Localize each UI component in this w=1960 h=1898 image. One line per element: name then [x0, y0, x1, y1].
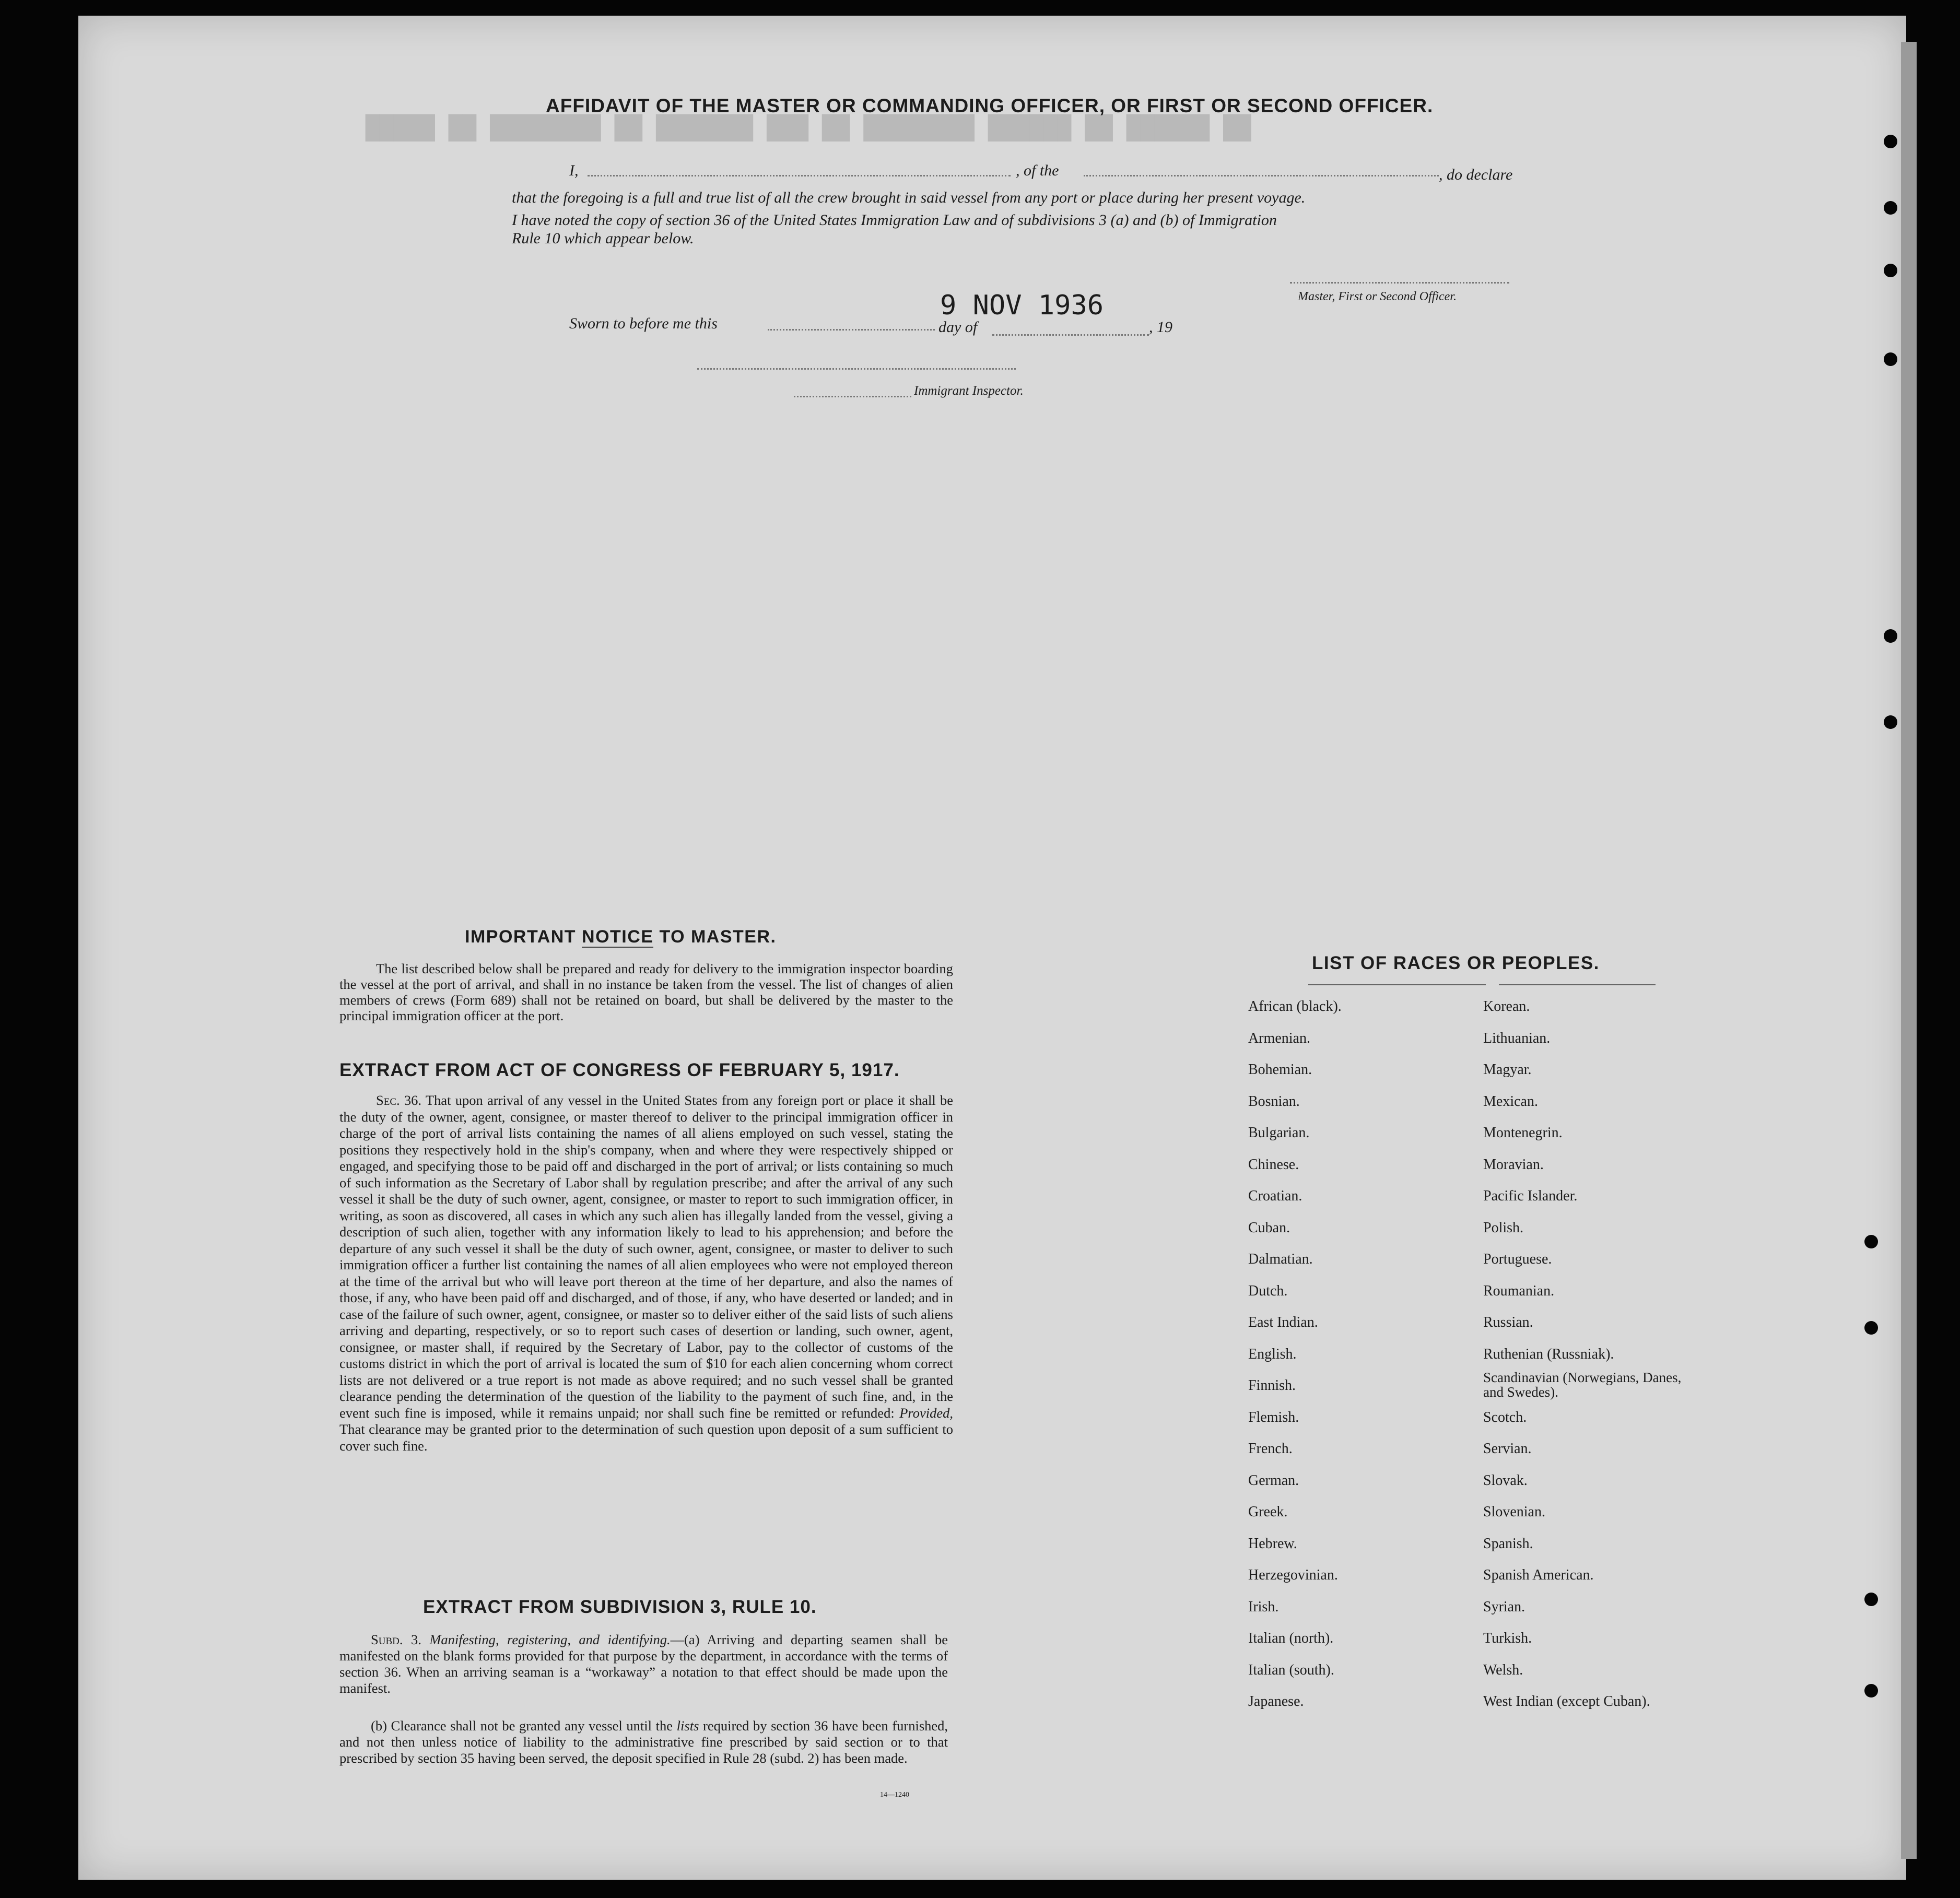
form-number: 14—1240 [880, 1791, 909, 1799]
race-item: Bosnian. [1248, 1093, 1300, 1110]
race-item: West Indian (except Cuban). [1483, 1693, 1650, 1710]
race-item: Cuban. [1248, 1219, 1290, 1236]
race-item: Welsh. [1483, 1661, 1523, 1678]
page-edge [1901, 42, 1917, 1859]
extract-rule-para-b [339, 1718, 948, 1766]
notice-title [465, 927, 776, 947]
provided-label: Provided, [899, 1405, 953, 1421]
extract-rule-title: EXTRACT FROM SUBDIVISION 3, RULE 10. [423, 1597, 817, 1617]
affidavit-title: AFFIDAVIT OF THE MASTER OR COMMANDING OFFICER, OR FIRST OR SECOND OFFICER. [546, 95, 1434, 116]
binder-hole [1884, 352, 1897, 366]
binder-hole [1864, 1235, 1878, 1248]
binder-hole [1864, 1321, 1878, 1335]
affidavit-do-declare-label: , do declare [1439, 166, 1513, 183]
affidavit-line3: I have noted the copy of section 36 of the United States Immigration Law and of subdivisions 3 (a) and (b) of Immigration [512, 211, 1277, 229]
race-item: Ruthenian (Russniak). [1483, 1346, 1614, 1362]
race-item: Russian. [1483, 1314, 1533, 1330]
race-item: Portuguese. [1483, 1251, 1552, 1267]
affidavit-line2: that the foregoing is a full and true list of all the crew brought in said vessel from any port or place during her present voyage. [512, 189, 1306, 206]
affidavit-i-label: I, [569, 162, 579, 179]
binder-hole [1884, 264, 1897, 277]
inspector-label: Immigrant Inspector. [914, 384, 1024, 398]
notice-body: The list described below shall be prepared and ready for delivery to the immigration inspector boarding the vessel at the port of arrival, and shall in no instance be taken from the vessel. The list of changes of alien members of crews (Form 689) shall not be retained on board, but shall be delivered by the master to the principal immigration officer at the port. [339, 961, 953, 1023]
notice-title-mid: NOTICE [582, 927, 654, 947]
race-item: East Indian. [1248, 1314, 1318, 1330]
race-item: African (black). [1248, 998, 1342, 1015]
race-item: Syrian. [1483, 1598, 1525, 1615]
race-item: Lithuanian. [1483, 1030, 1551, 1046]
sworn-label: Sworn to before me this [569, 315, 718, 332]
para-b-pre: (b) Clearance shall not be granted any vessel until the [371, 1718, 673, 1734]
race-item: Magyar. [1483, 1062, 1532, 1078]
race-item: Spanish. [1483, 1535, 1533, 1552]
races-rule-right [1499, 984, 1656, 985]
binder-hole [1884, 201, 1897, 215]
race-item: German. [1248, 1472, 1299, 1489]
notice-title-post: TO MASTER. [659, 927, 777, 947]
race-item: Servian. [1483, 1441, 1532, 1457]
race-item: Finnish. [1248, 1377, 1296, 1394]
extract-rule-para-a [339, 1632, 948, 1696]
race-item: Scotch. [1483, 1409, 1527, 1425]
race-item: Chinese. [1248, 1156, 1299, 1173]
affidavit-name-line [588, 175, 1011, 176]
race-item: Italian (north). [1248, 1630, 1334, 1646]
race-item: Italian (south). [1248, 1661, 1334, 1678]
section-label: Sec. 36. [376, 1092, 422, 1108]
year-label: , 19 [1149, 319, 1172, 336]
race-item: Flemish. [1248, 1409, 1299, 1425]
race-item: Slovenian. [1483, 1504, 1545, 1520]
races-rule-left [1308, 984, 1486, 985]
master-signature-line [1290, 282, 1509, 284]
race-item: Mexican. [1483, 1093, 1538, 1110]
day-of-label: day of [938, 319, 978, 336]
inspector-dots [794, 396, 911, 397]
binder-hole [1864, 1593, 1878, 1606]
races-title: LIST OF RACES OR PEOPLES. [1312, 953, 1600, 973]
sworn-month-line [992, 334, 1149, 336]
notice-title-pre: IMPORTANT [465, 927, 577, 947]
race-item: English. [1248, 1346, 1297, 1362]
race-item: Dalmatian. [1248, 1251, 1313, 1267]
race-item: Bulgarian. [1248, 1125, 1310, 1141]
affidavit-vessel-line [1084, 175, 1439, 176]
sworn-day-line [768, 329, 935, 331]
binder-hole [1864, 1684, 1878, 1697]
race-item: French. [1248, 1441, 1293, 1457]
binder-hole [1884, 629, 1897, 643]
binder-hole [1884, 715, 1897, 729]
race-item: Croatian. [1248, 1188, 1302, 1204]
extract-act-title: EXTRACT FROM ACT OF CONGRESS OF FEBRUARY 5, 1917. [339, 1060, 900, 1080]
bleed-through-text: ██ ██████ ██ ██████ ████████ ██ ███ ███████ ██ ████████ ██ █████ [366, 115, 1251, 142]
race-item: Korean. [1483, 998, 1530, 1015]
affidavit-line4: Rule 10 which appear below. [512, 230, 694, 247]
race-item: Moravian. [1483, 1156, 1544, 1173]
race-item: Hebrew. [1248, 1535, 1297, 1552]
extract-act-text-b: That clearance may be granted prior to the determination of such question upon deposit of a sum sufficient to cover such fine. [339, 1421, 953, 1454]
race-item: Montenegrin. [1483, 1125, 1563, 1141]
binder-hole [1884, 135, 1897, 148]
master-label: Master, First or Second Officer. [1298, 290, 1457, 303]
race-item: Irish. [1248, 1598, 1279, 1615]
race-item: Bohemian. [1248, 1062, 1312, 1078]
race-item: Pacific Islander. [1483, 1188, 1578, 1204]
race-item: Scandinavian (Norwegians, Danes, and Swedes). [1483, 1370, 1682, 1400]
race-item: Spanish American. [1483, 1567, 1594, 1583]
subd-heading: Manifesting, registering, and identifying. [429, 1632, 671, 1647]
extract-act-text-a: That upon arrival of any vessel in the United States from any foreign port or place it shall be the duty of the owner, agent, consignee, or master thereof to deliver to the principal immigration officer in charge of the port of arrival lists containing the names of all aliens employed on such vessel, stating the positions they respectively hold in the ship's company, when and where they were respectively shipped or engaged, and specifying those to be paid off and discharged in the port of arrival; or lists containing so much of such information as the Secretary of Labor shall by regulation prescribe; and after the arrival of any such vessel it shall be the duty of such owner, agent, consignee, or master to report to such immigration officer, in writing, as soon as discovered, all cases in which any such alien has illegally landed from the vessel, giving a description of such alien, together with any information likely to lead to his apprehension; and before the departure of any such vessel it shall be the duty of such owner, agent, consignee, or master to deliver to such immigration officer a further list containing the names of all alien employees who were not employed thereon at the time of the arrival but who will leave port thereon at the time of her departure, and also the names of those, if any, who have been paid off and discharged, and of those, if any, who have deserted or landed; and in case of the failure of such owner, agent, consignee, or master so to deliver either of the said lists of such aliens arriving and departing, respectively, or so to report such cases of desertion or landing, such owner, agent, consignee, or master shall, if required by the Secretary of Labor, pay to the collector of customs of the customs district in which the port of arrival is located the sum of $10 for each alien concerning whom correct lists are not delivered or a true report is not made as above required; and no such vessel shall be granted clearance pending the determination of the question of the liability to the payment of such fine, and, in the event such fine is imposed, while it remains unpaid; nor shall such fine be remitted or refunded: [339, 1092, 953, 1421]
date-stamp: 9 NOV 1936 [940, 290, 1104, 321]
race-item: Polish. [1483, 1219, 1524, 1236]
race-item: Turkish. [1483, 1630, 1532, 1646]
inspector-signature-line [697, 368, 1016, 370]
race-item: Greek. [1248, 1504, 1288, 1520]
race-item: Roumanian. [1483, 1282, 1555, 1299]
race-item: Armenian. [1248, 1030, 1310, 1046]
affidavit-of-the-label: , of the [1016, 162, 1059, 179]
extract-act-body [339, 1092, 953, 1454]
race-item: Dutch. [1248, 1282, 1288, 1299]
race-item: Slovak. [1483, 1472, 1528, 1489]
race-item: Herzegovinian. [1248, 1567, 1338, 1583]
subd-para-a: —(a) Arriving and departing seamen shall be manifested on the blank forms provided for that purpose by the department, in accordance with the terms of section 36. When an arriving seaman is a “workaway” a notation to that effect should be made upon the manifest. [339, 1632, 948, 1696]
race-item: Japanese. [1248, 1693, 1304, 1710]
para-b-post: required by section 36 have been furnished, and not then unless notice of liability to the administrative fine prescribed by said section or to that prescribed by section 35 having been served, the deposit specified in Rule 28 (subd. 2) has been made. [339, 1718, 948, 1766]
para-b-lists: lists [676, 1718, 699, 1734]
subd-label: Subd. 3. [371, 1632, 421, 1647]
